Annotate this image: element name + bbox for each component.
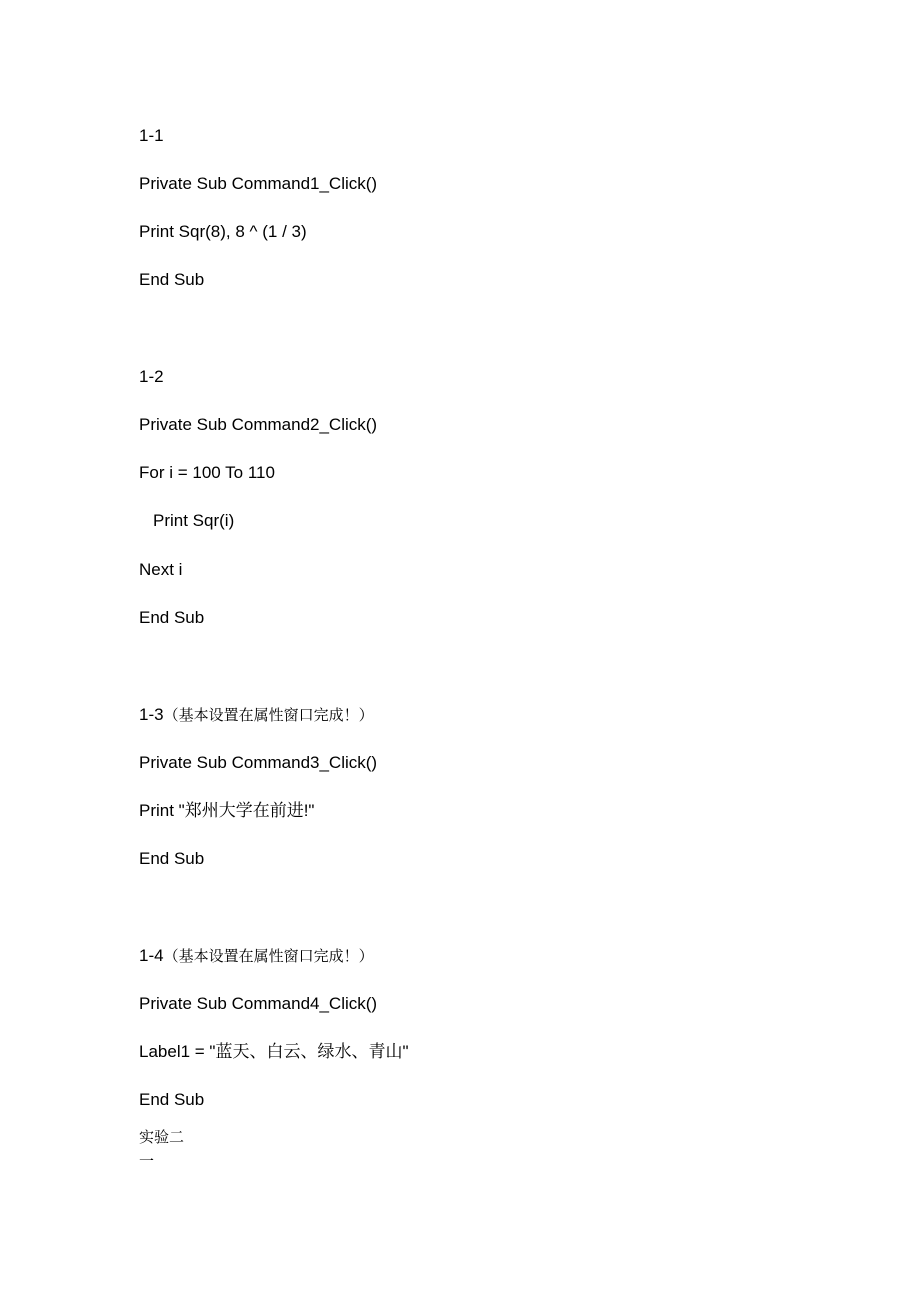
experiment-title: 实验二 (139, 1128, 185, 1146)
code-line: End Sub (139, 1090, 205, 1109)
section-heading-1-1 (139, 125, 164, 147)
section-note: （基本设置在属性窗口完成！） (163, 706, 374, 724)
section-note: （基本设置在属性窗口完成！） (163, 947, 374, 965)
code-line: Next i (139, 560, 183, 579)
section-number: 1-4 (139, 946, 164, 965)
section-heading-1-4 (139, 945, 374, 967)
code-line: Print "郑州大学在前进!" (139, 801, 315, 820)
code-line: Private Sub Command1_Click() (139, 174, 378, 193)
code-line: End Sub (139, 608, 205, 627)
code-line: Label1 = "蓝天、白云、绿水、青山" (139, 1042, 409, 1061)
code-line: Private Sub Command2_Click() (139, 415, 378, 434)
code-line: Private Sub Command3_Click() (139, 753, 378, 772)
experiment-subtitle: 一 (139, 1152, 155, 1170)
code-line: Private Sub Command4_Click() (139, 994, 378, 1013)
section-number: 1-3 (139, 705, 164, 724)
code-line: Print Sqr(8), 8 ^ (1 / 3) (139, 222, 307, 241)
code-line-indented: Print Sqr(i) (153, 511, 235, 530)
code-line: For i = 100 To 110 (139, 463, 275, 482)
code-line: End Sub (139, 270, 205, 289)
section-number: 1-2 (139, 367, 164, 386)
code-line: End Sub (139, 849, 205, 868)
section-number: 1-1 (139, 126, 164, 145)
section-heading-1-3 (139, 704, 374, 726)
section-heading-1-2 (139, 366, 164, 388)
